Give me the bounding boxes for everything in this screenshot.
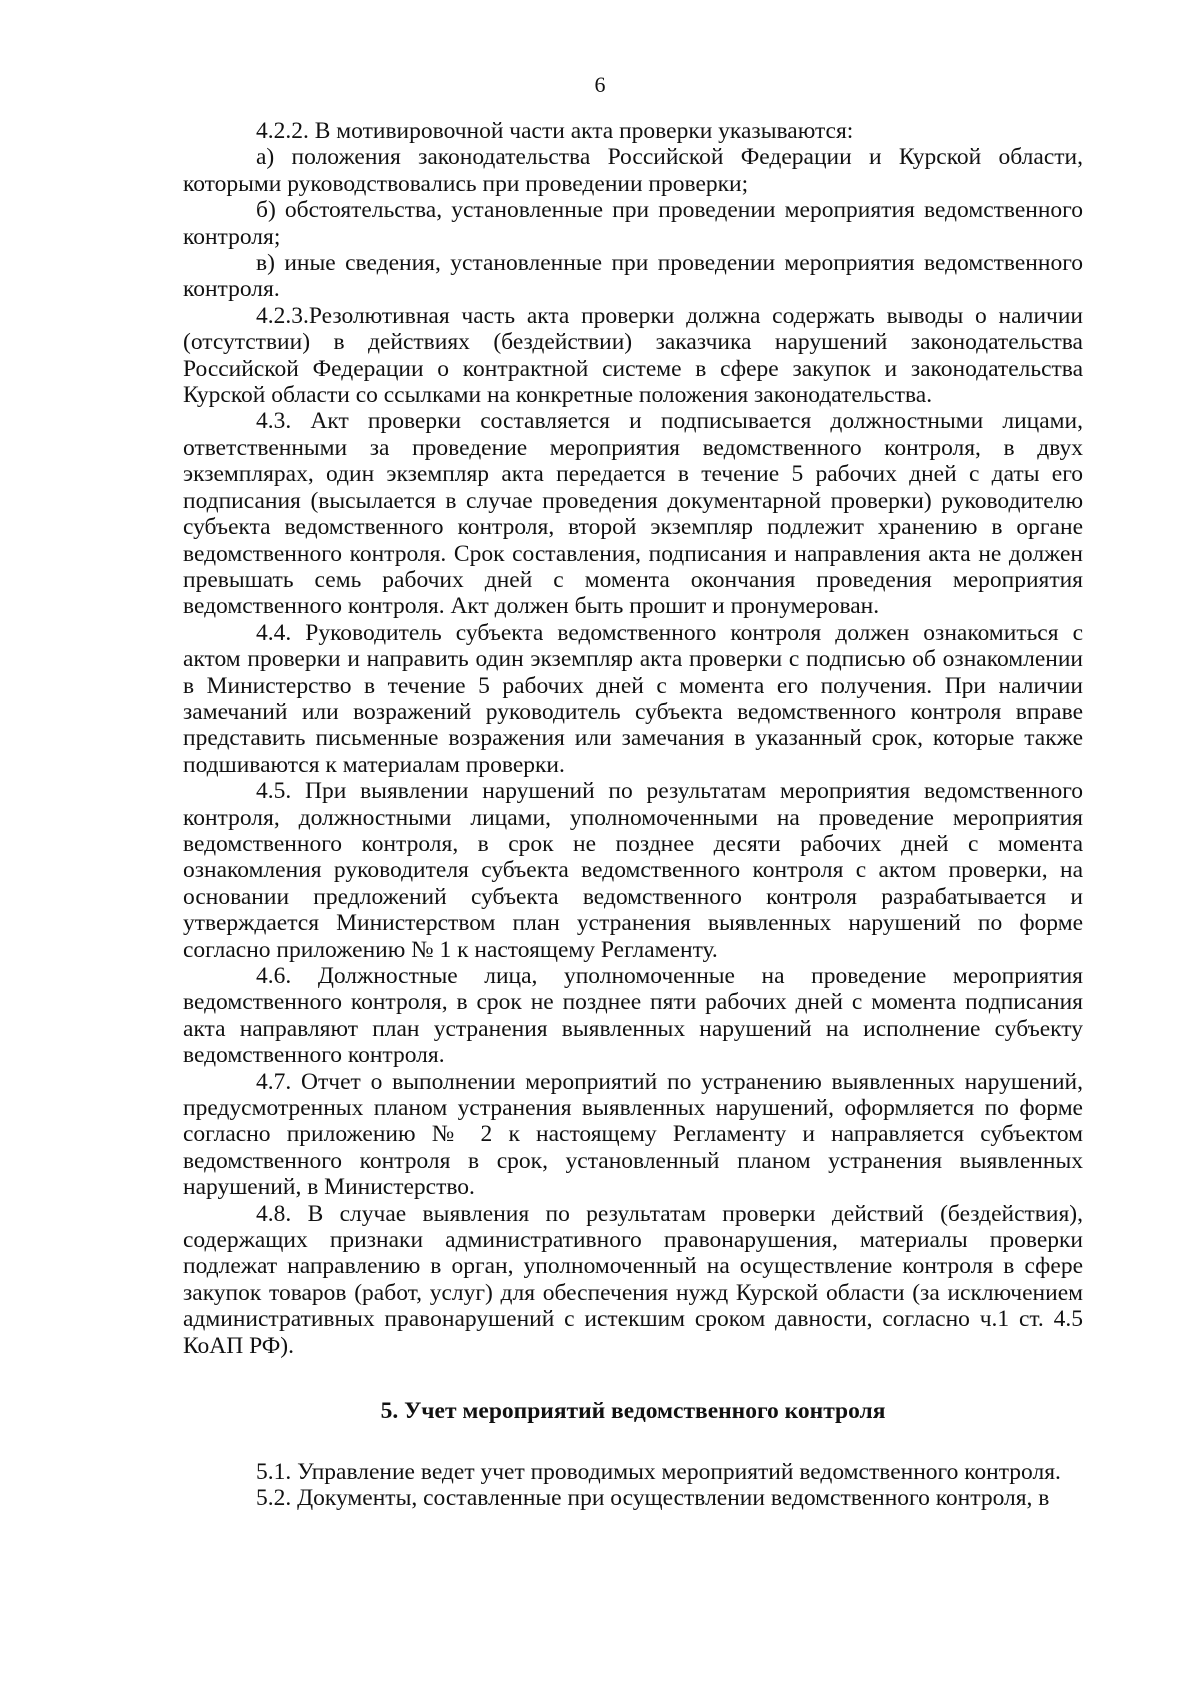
paragraph-4-4: 4.4. Руководитель субъекта ведомственного контроля должен ознакомиться с актом проверки и направить один экземпляр акта проверки с подписью об ознакомлении в Министерство в течение 5 рабочих дней с момента его получения. При наличии замечаний или возражений руководитель субъекта ведомственного контроля вправе представить письменные возражения или замечания в указанный срок, которые также подшиваются к материалам проверки. <box>183 619 1083 778</box>
section-heading: 5. Учет мероприятий ведомственного контроля <box>380 1398 886 1425</box>
paragraph-4-2-2: 4.2.2. В мотивировочной части акта проверки указываются: <box>256 118 854 144</box>
paragraph-4-2-2-v: в) иные сведения, установленные при проведении мероприятия ведомственного контроля. <box>183 250 1083 303</box>
paragraph-4-2-3: 4.2.3.Резолютивная часть акта проверки должна содержать выводы о наличии (отсутствии) в действиях (бездействии) заказчика нарушений законодательства Российской Федерации о контрактной системе в сфере закупок и законодательства Курской области со ссылками на конкретные положения законодательства. <box>183 302 1083 409</box>
document-body <box>183 118 1083 1511</box>
paragraph-4-7: 4.7. Отчет о выполнении мероприятий по устранению выявленных нарушений, предусмотренных планом устранения выявленных нарушений, оформляется по форме согласно приложению № 2 к настоящему Регламенту и направляется субъектом ведомственного контроля в срок, установленный планом устранения выявленных нарушений, в Министерство. <box>183 1068 1083 1201</box>
paragraph-5-2: 5.2. Документы, составленные при осуществлении ведомственного контроля, в <box>256 1484 1050 1511</box>
paragraph-4-8: 4.8. В случае выявления по результатам проверки действий (бездействия), содержащих признаки административного правонарушения, материалы проверки подлежат направлению в орган, уполномоченный на осуществление контроля в сфере закупок товаров (работ, услуг) для обеспечения нужд Курской области (за исключением административных правонарушений с истекшим сроком давности, согласно ч.1 ст. 4.5 КоАП РФ). <box>183 1200 1083 1359</box>
paragraph-4-3: 4.3. Акт проверки составляется и подписывается должностными лицами, ответственными за проведение мероприятия ведомственного контроля, в двух экземплярах, один экземпляр акта передается в течение 5 рабочих дней с даты его подписания (высылается в случае проведения документарной проверки) руководителю субъекта ведомственного контроля, второй экземпляр подлежит хранению в органе ведомственного контроля. Срок составления, подписания и направления акта не должен превышать семь рабочих дней с момента окончания проведения мероприятия ведомственного контроля. Акт должен быть прошит и пронумерован. <box>183 408 1083 620</box>
paragraph-4-5: 4.5. При выявлении нарушений по результатам мероприятия ведомственного контроля, должностными лицами, уполномоченными на проведение мероприятия ведомственного контроля, в срок не позднее десяти рабочих дней с момента ознакомления руководителя субъекта ведомственного контроля с актом проверки, на основании предложений субъекта ведомственного контроля разрабатывается и утверждается Министерством план устранения выявленных нарушений по форме согласно приложению № 1 к настоящему Регламенту. <box>183 778 1083 963</box>
paragraph-4-2-2-b: б) обстоятельства, установленные при проведении мероприятия ведомственного контроля; <box>183 197 1083 250</box>
paragraph-5-1: 5.1. Управление ведет учет проводимых мероприятий ведомственного контроля. <box>256 1458 1061 1485</box>
paragraph-4-6: 4.6. Должностные лица, уполномоченные на проведение мероприятия ведомственного контроля, в срок не позднее пяти рабочих дней с момента подписания акта направляют план устранения выявленных нарушений на исполнение субъекту ведомственного контроля. <box>183 963 1083 1069</box>
paragraph-4-2-2-a: а) положения законодательства Российской Федерации и Курской области, которыми руководствовались при проведении проверки; <box>183 144 1083 197</box>
page-number: 6 <box>594 72 606 97</box>
